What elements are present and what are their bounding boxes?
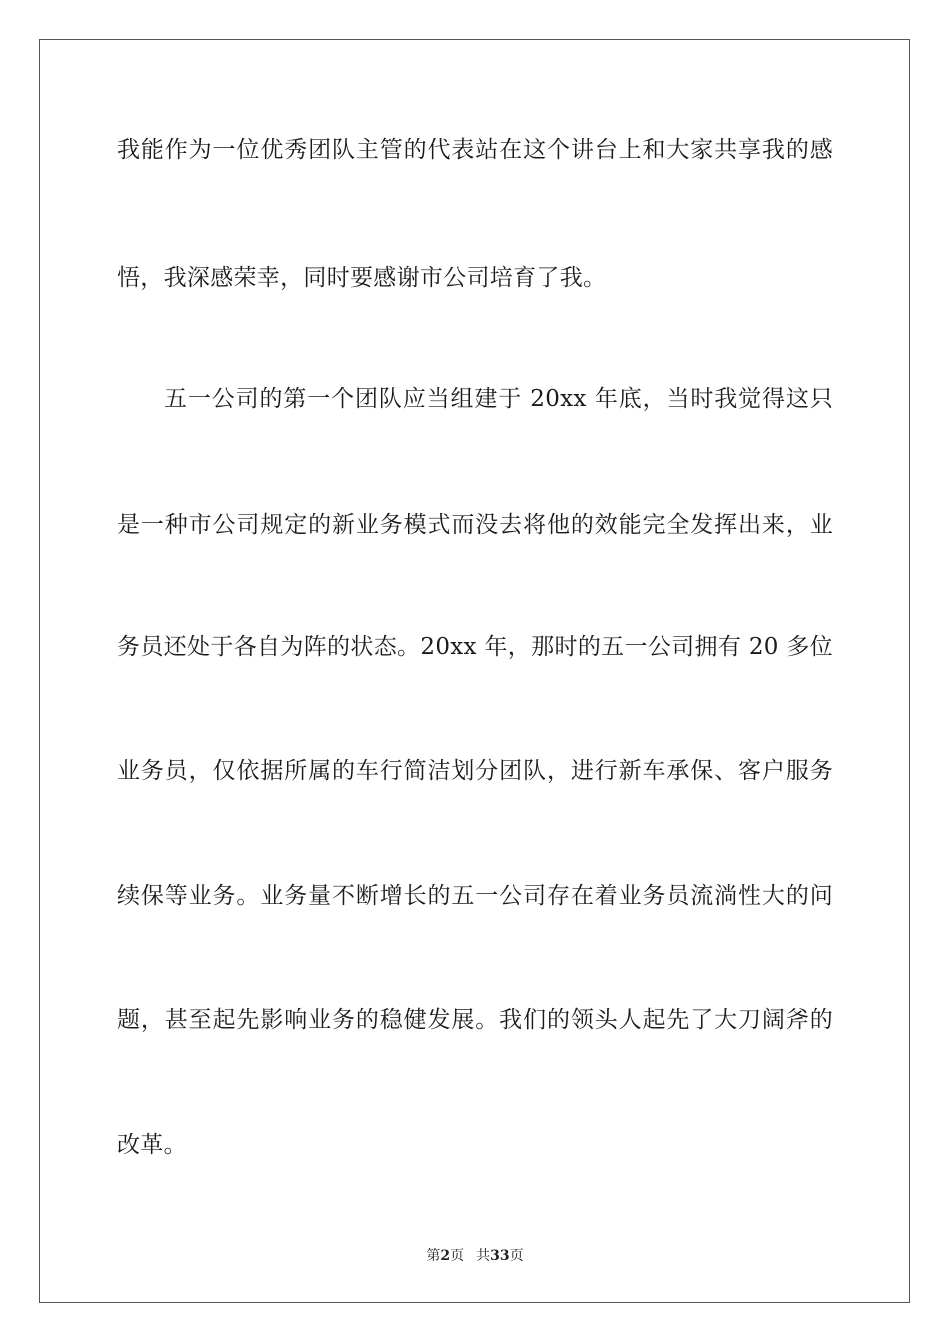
paragraph-2-line-7: 改革。 bbox=[117, 1132, 187, 1158]
paragraph-2-line-5: 续保等业务。业务量不断增长的五一公司存在着业务员流淌性大的问 bbox=[117, 883, 833, 909]
paragraph-2-line-6: 题，甚至起先影响业务的稳健发展。我们的领头人起先了大刀阔斧的 bbox=[117, 1007, 833, 1033]
page-suffix: 页 bbox=[450, 1248, 465, 1264]
total-pages: 33 bbox=[490, 1248, 510, 1264]
paragraph-1-line-2: 悟，我深感荣幸，同时要感谢市公司培育了我。 bbox=[117, 265, 607, 291]
paragraph-1-line-1: 我能作为一位优秀团队主管的代表站在这个讲台上和大家共享我的感 bbox=[117, 137, 833, 163]
paragraph-2-line-3: 务员还处于各自为阵的状态。20xx 年，那时的五一公司拥有 20 多位 bbox=[117, 634, 833, 660]
paragraph-2-line-4: 业务员，仅依据所属的车行简洁划分团队，进行新车承保、客户服务 bbox=[117, 758, 833, 784]
paragraph-2-line-2: 是一种市公司规定的新业务模式而没去将他的效能完全发挥出来，业 bbox=[117, 512, 833, 538]
total-suffix: 页 bbox=[509, 1248, 524, 1264]
page-border bbox=[39, 39, 910, 1303]
paragraph-2-line-1: 五一公司的第一个团队应当组建于 20xx 年底，当时我觉得这只 bbox=[164, 386, 833, 412]
page-prefix: 第 bbox=[426, 1248, 441, 1264]
total-prefix: 共 bbox=[476, 1248, 491, 1264]
page-number: 2 bbox=[440, 1248, 451, 1264]
page-footer bbox=[0, 1247, 950, 1265]
